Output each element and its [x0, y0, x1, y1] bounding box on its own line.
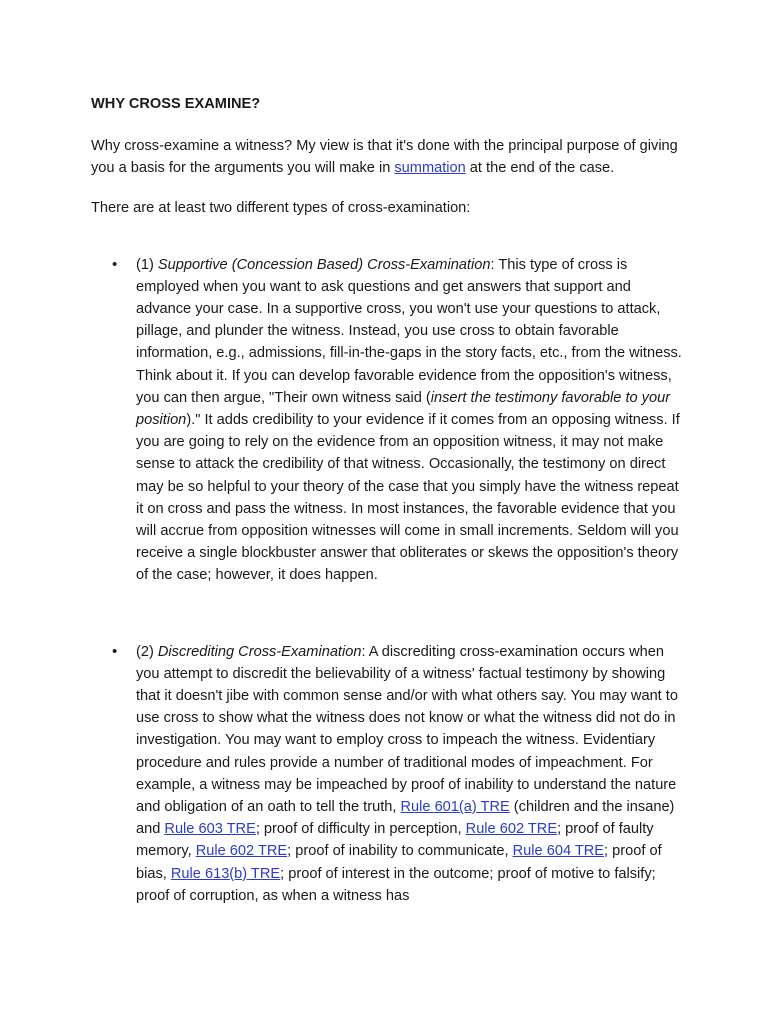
- list-item-discrediting: [91, 641, 683, 907]
- bullet-icon: •: [112, 255, 118, 273]
- rule-613b-link[interactable]: Rule 613(b) TRE: [170, 865, 281, 882]
- item-text: ; proof of faulty memory,: [136, 821, 654, 860]
- summation-link[interactable]: summation: [394, 160, 466, 177]
- rule-604-link[interactable]: Rule 604 TRE: [512, 843, 605, 860]
- intro-text-end: at the end of the case.: [465, 160, 615, 177]
- rule-602-link[interactable]: Rule 602 TRE: [465, 821, 558, 838]
- document-body: [91, 93, 683, 907]
- intro-paragraph: [91, 135, 683, 179]
- item-text: ; proof of inability to communicate,: [287, 843, 513, 860]
- intro-text: Why cross-examine a witness? My view is that it's done with the principal purpose of giving you a basis for the arguments you will make in: [91, 138, 678, 177]
- types-intro: There are at least two different types of cross-examination:: [91, 200, 471, 217]
- bullet-icon: •: [112, 642, 118, 660]
- item-text: (children and the insane) and: [136, 799, 675, 838]
- item-text: ; proof of difficulty in perception,: [255, 821, 466, 838]
- rule-602-link[interactable]: Rule 602 TRE: [195, 843, 288, 860]
- item-text: : A discrediting cross-examination occurs when you attempt to discredit the believability of a witness' factual testimony by showing that it doesn't jibe with common sense and/or with what others say. You may want to use cross to show what the witness does not know or what the witness did not do in investigation. You may want to employ cross to impeach the witness. Evidentiary procedure and rules provide a number of traditional modes of impeachment. For example, a witness may be impeached by proof of inability to understand the nature and obligation of an oath to tell the truth,: [136, 643, 678, 816]
- item-text: ; proof of bias,: [136, 843, 662, 882]
- item-title: Supportive (Concession Based) Cross-Examination: [157, 256, 491, 273]
- item-number: (2): [136, 643, 158, 660]
- item-number: (1): [136, 256, 158, 273]
- list-item-supportive: [91, 254, 683, 587]
- cross-exam-types-list: [91, 254, 683, 907]
- item-italic-text: insert the testimony favorable to your position: [136, 389, 671, 429]
- item-title: Discrediting Cross-Examination: [157, 643, 362, 660]
- rule-601a-link[interactable]: Rule 601(a) TRE: [400, 799, 510, 816]
- item-text-continued: )." It adds credibility to your evidence if it comes from an opposing witness. If you are going to rely on the evidence from an opposition witness, it may not make sense to attack the credibility of that witness. Occasionally, the testimony on direct may be so helpful to your theory of the case that you simply have the witness repeat it on cross and pass the witness. In most instances, the favorable evidence that you will accrue from opposition witnesses will come in small increments. Seldom will you receive a single blockbuster answer that obliterates or skews the opposition's theory of the case; however, it does happen.: [136, 412, 680, 584]
- rule-603-link[interactable]: Rule 603 TRE: [164, 821, 256, 838]
- page-title: WHY CROSS EXAMINE?: [91, 96, 261, 112]
- item-text: ; proof of interest in the outcome; proof of motive to falsify; proof of corruption, as when a witness has: [136, 865, 656, 904]
- item-text: : This type of cross is employed when you want to ask questions and get answers that support and advance your case. In a supportive cross, you won't use your questions to attack, pillage, and plunder the witness. Instead, you use cross to obtain favorable information, e.g., admissions, fill-in-the-gaps in the story facts, etc., from the witness. Think about it. If you can develop favorable evidence from the opposition's witness, you can then argue, "Their own witness said (: [136, 256, 682, 406]
